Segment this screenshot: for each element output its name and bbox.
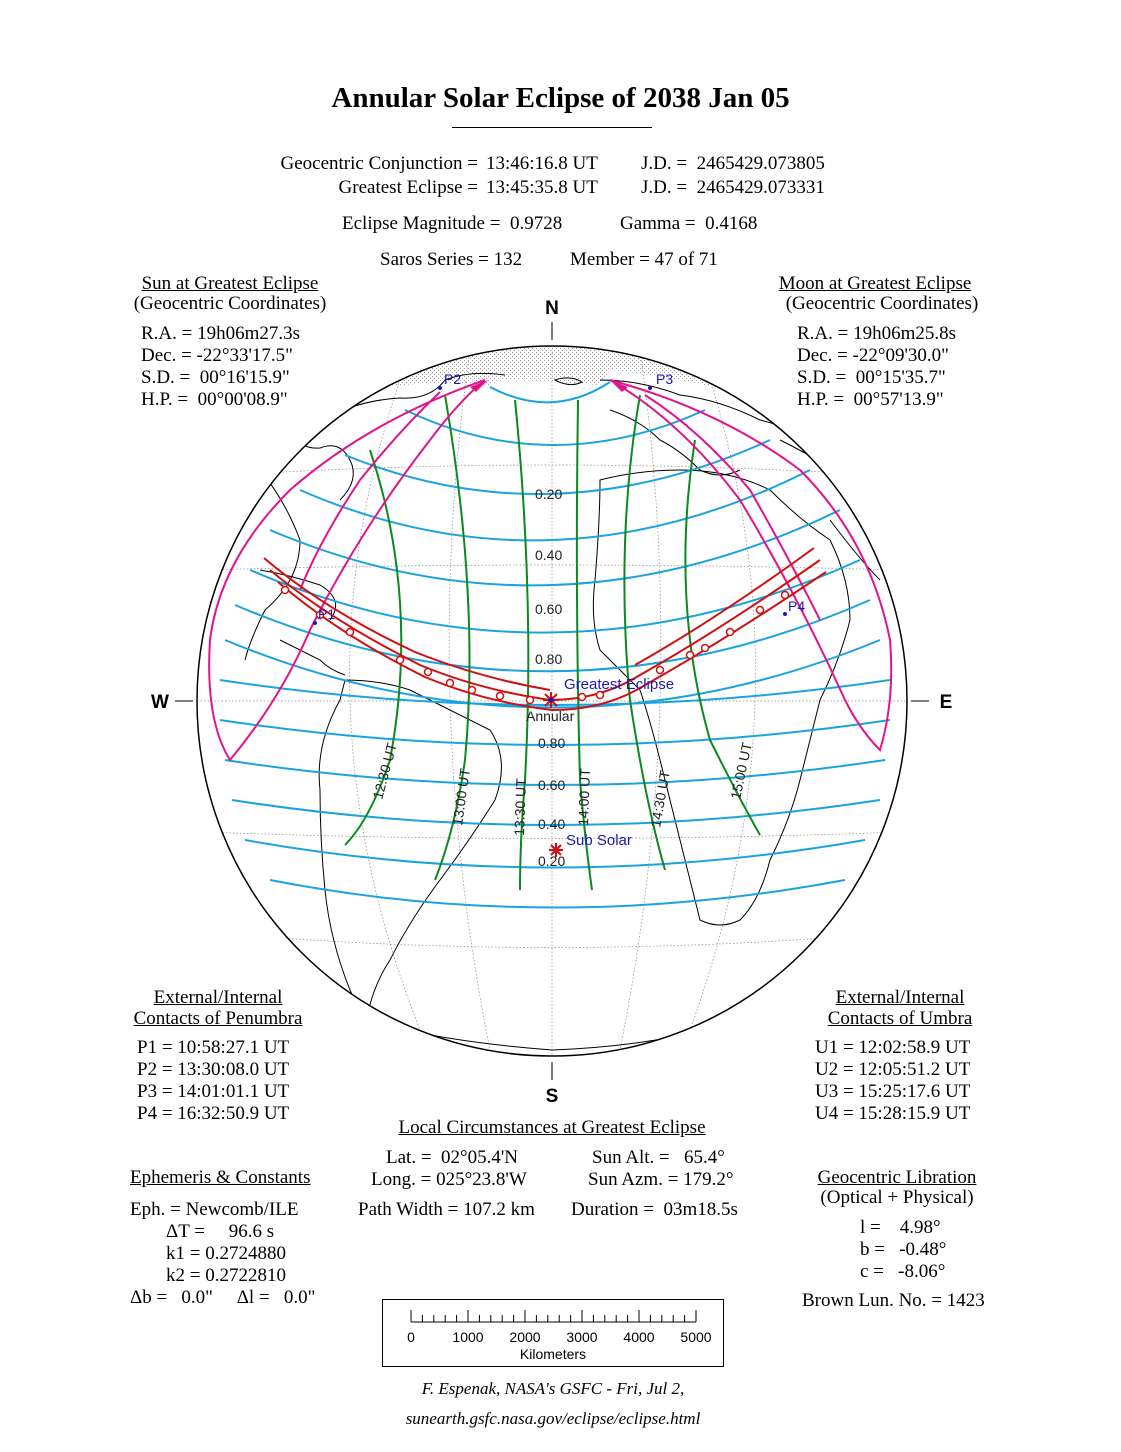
path-duration-marker (579, 694, 586, 701)
p1-dot (313, 621, 317, 625)
saros-member: Member = 47 of 71 (570, 249, 718, 270)
p4-dot (783, 612, 787, 616)
mag-label-s0: 0.80 (538, 735, 566, 751)
scale-label: 0 (407, 1329, 415, 1345)
moon-hp: H.P. = 00°57'13.9" (797, 389, 944, 410)
moon-dec: Dec. = -22°09'30.0" (797, 345, 949, 366)
greatest-eclipse-dot (549, 698, 554, 703)
p1-label: P1 (318, 606, 336, 622)
scale-label: 1000 (452, 1329, 484, 1345)
mag-label-n1: 0.40 (535, 547, 563, 563)
scale-bar (383, 1300, 723, 1366)
sun-ra: R.A. = 19h06m27.3s (141, 323, 301, 344)
u2-time: U2 = 12:05:51.2 UT (815, 1059, 971, 1080)
scale-label: 4000 (623, 1329, 655, 1345)
sun-heading: Sun at Greatest Eclipse (141, 273, 319, 294)
ephemeris-name: Eph. = Newcomb/ILE (130, 1199, 299, 1220)
compass-s: S (545, 1086, 559, 1107)
p4-label: P4 (788, 598, 806, 614)
path-duration-marker (687, 652, 694, 659)
penumbra-heading: External/Internal (153, 987, 283, 1008)
u3-time: U3 = 15:25:17.6 UT (815, 1081, 971, 1102)
scale-label: 3000 (566, 1329, 598, 1345)
compass-w: W (151, 692, 169, 713)
path-duration-marker (527, 697, 534, 704)
scale-label: 5000 (680, 1329, 712, 1345)
footer-url: sunearth.gsfc.nasa.gov/eclipse/eclipse.html (405, 1409, 701, 1428)
compass-n: N (545, 298, 559, 319)
gamma: Gamma = 0.4168 (620, 213, 758, 234)
time-label-0: 12:30 UT (369, 741, 400, 801)
path-duration-marker (397, 657, 404, 664)
path-duration-marker (757, 607, 764, 614)
u4-time: U4 = 15:28:15.9 UT (815, 1103, 971, 1124)
path-duration-marker (727, 629, 734, 636)
time-label-1: 13:00 UT (449, 767, 473, 827)
libration-heading: Geocentric Libration (817, 1167, 977, 1188)
greatest-eclipse-jd: J.D. = 2465429.073331 (641, 177, 825, 198)
path-duration-marker (497, 693, 504, 700)
delta-b-l: Δb = 0.0" Δl = 0.0" (130, 1287, 316, 1308)
sub-solar-marker (549, 843, 563, 857)
moon-heading: Moon at Greatest Eclipse (778, 273, 972, 294)
page-title: Annular Solar Eclipse of 2038 Jan 05 (331, 82, 790, 114)
sun-subheading: (Geocentric Coordinates) (133, 293, 327, 314)
brown-lunation: Brown Lun. No. = 1423 (802, 1290, 985, 1311)
path-duration-marker (425, 669, 432, 676)
conjunction-label: Geocentric Conjunction = (280, 153, 478, 174)
p3-label: P3 (656, 371, 674, 387)
path-duration-marker (282, 587, 289, 594)
mag-label-n2: 0.60 (535, 601, 563, 617)
p2-time: P2 = 13:30:08.0 UT (137, 1059, 290, 1080)
contact-point-dots (313, 386, 787, 625)
path-duration-marker (702, 645, 709, 652)
local-sun-azm: Sun Azm. = 179.2° (588, 1169, 734, 1190)
local-lat: Lat. = 02°05.4'N (386, 1147, 519, 1168)
mag-label-n0: 0.20 (535, 486, 563, 502)
moon-ra: R.A. = 19h06m25.8s (797, 323, 957, 344)
p2-label: P2 (444, 371, 462, 387)
scale-label: 2000 (509, 1329, 541, 1345)
p2-dot (438, 386, 442, 390)
libration-l: l = 4.98° (860, 1217, 941, 1238)
mag-label-s3: 0.20 (538, 853, 566, 869)
sun-dec: Dec. = -22°33'17.5" (141, 345, 293, 366)
mag-label-s1: 0.60 (538, 777, 566, 793)
libration-b: b = -0.48° (860, 1239, 947, 1260)
local-path-width: Path Width = 107.2 km (358, 1199, 535, 1220)
delta-t: ΔT = 96.6 s (166, 1221, 275, 1242)
time-label-3: 14:00 UT (575, 767, 594, 827)
p3-dot (648, 386, 652, 390)
penumbra-subheading: Contacts of Penumbra (133, 1008, 303, 1029)
libration-c: c = -8.06° (860, 1261, 946, 1282)
p4-time: P4 = 16:32:50.9 UT (137, 1103, 290, 1124)
ephemeris-heading: Ephemeris & Constants (130, 1167, 311, 1188)
libration-subheading: (Optical + Physical) (820, 1187, 974, 1208)
k2: k2 = 0.2722810 (166, 1265, 286, 1286)
k1: k1 = 0.2724880 (166, 1243, 286, 1264)
path-duration-marker (469, 687, 476, 694)
sun-sd: S.D. = 00°16'15.9" (141, 367, 290, 388)
local-sun-alt: Sun Alt. = 65.4° (592, 1147, 725, 1168)
path-duration-marker (347, 629, 354, 636)
local-long: Long. = 025°23.8'W (371, 1169, 527, 1190)
conjunction-jd: J.D. = 2465429.073805 (641, 153, 825, 174)
p3-time: P3 = 14:01:01.1 UT (137, 1081, 290, 1102)
umbra-heading: External/Internal (835, 987, 965, 1008)
saros-series: Saros Series = 132 (380, 249, 523, 270)
sub-solar-label: Sub Solar (566, 832, 632, 849)
annular-label: Annular (526, 708, 575, 724)
greatest-eclipse-label: Greatest Eclipse (564, 676, 675, 693)
greatest-eclipse-time: 13:45:35.8 UT (486, 177, 598, 198)
time-label-4: 14:30 UT (647, 769, 673, 829)
u1-time: U1 = 12:02:58.9 UT (815, 1037, 971, 1058)
umbra-subheading: Contacts of Umbra (827, 1008, 973, 1029)
conjunction-time: 13:46:16.8 UT (486, 153, 598, 174)
local-duration: Duration = 03m18.5s (571, 1199, 738, 1220)
greatest-eclipse-label: Greatest Eclipse = (338, 177, 478, 198)
sun-hp: H.P. = 00°00'08.9" (141, 389, 288, 410)
footer-credit: F. Espenak, NASA's GSFC - Fri, Jul 2, (421, 1379, 685, 1398)
scale-bar-box (382, 1299, 724, 1367)
moon-sd: S.D. = 00°15'35.7" (797, 367, 946, 388)
scale-unit: Kilometers (519, 1346, 587, 1362)
p1-time: P1 = 10:58:27.1 UT (137, 1037, 290, 1058)
mag-label-n3: 0.80 (535, 651, 563, 667)
eclipse-magnitude: Eclipse Magnitude = 0.9728 (342, 213, 563, 234)
moon-subheading: (Geocentric Coordinates) (785, 293, 979, 314)
time-label-5: 15:00 UT (727, 740, 755, 801)
local-heading: Local Circumstances at Greatest Eclipse (398, 1117, 706, 1138)
path-duration-marker (657, 667, 664, 674)
path-duration-marker (447, 680, 454, 687)
compass-e: E (939, 692, 953, 713)
mag-label-s2: 0.40 (538, 816, 566, 832)
magnitude-labels (535, 486, 565, 869)
time-label-2: 13:30 UT (511, 777, 530, 837)
